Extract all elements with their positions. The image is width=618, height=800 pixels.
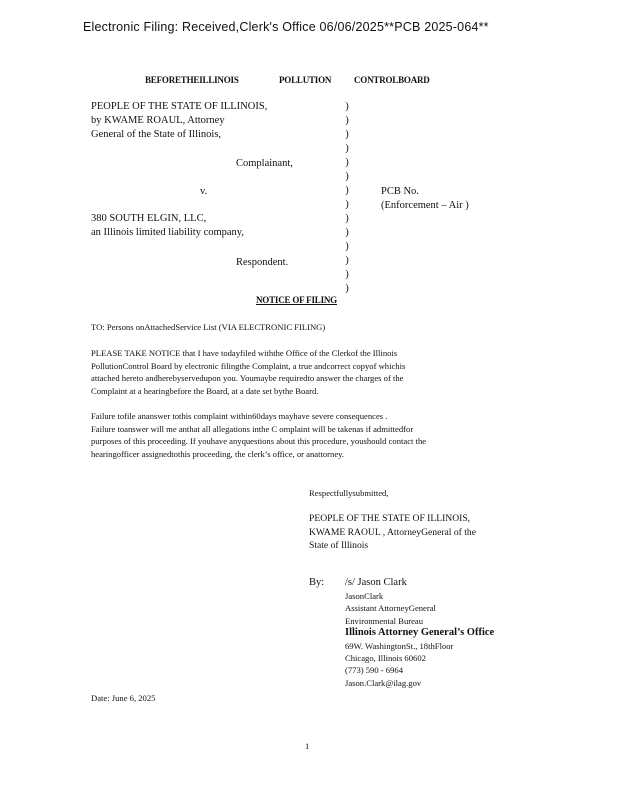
caption-line: an Illinois limited liability company, <box>91 227 245 238</box>
caption-line: 380 SOUTH ELGIN, LLC, <box>91 213 207 224</box>
party-line: State of Illinois <box>309 540 369 551</box>
date-line: Date: June 6, 2025 <box>91 693 156 703</box>
signer-bureau: Environmental Bureau <box>345 615 424 626</box>
closing: Respectfullysubmitted, <box>309 488 389 498</box>
caption-line: PEOPLE OF THE STATE OF ILLINOIS, <box>91 101 268 112</box>
office-email: Jason.Clark@ilag.gov <box>345 677 422 688</box>
office-street: 69W. WashingtonSt., 18thFloor <box>345 640 454 651</box>
paragraph-line: attached hereto andherebyservedupon you. Youmaybe requiredto answer the charges of the <box>91 373 404 384</box>
respondent-label: Respondent. <box>236 257 289 268</box>
caption-bracket-column: ) ) ) ) ) ) ) ) ) ) ) ) ) ) <box>345 101 349 294</box>
party-line: PEOPLE OF THE STATE OF ILLINOIS, <box>309 513 471 524</box>
paragraph-line: Failure tofile ananswer tothis complaint within60days mayhave severe consequences . <box>91 411 388 421</box>
signature-party <box>309 512 476 553</box>
paragraph-line: purposes of this proceeding. If youhave anyquestions about this procedure, youshould contact the <box>91 436 427 447</box>
board-title-part3: CONTROLBOARD <box>354 75 430 85</box>
paragraph-line: Complaint at a hearingbefore the Board, at a date set bythe Board. <box>91 385 319 396</box>
paragraph-line: PLEASE TAKE NOTICE that I have todayfiled withthe Office of the Clerkof the Illinois <box>91 348 398 358</box>
office-name: Illinois Attorney General’s Office <box>345 627 495 639</box>
paragraph-line: Failure toanswer will me anthat all allegations inthe C omplaint will be takenas if admittedfor <box>91 423 414 434</box>
complainant-label: Complainant, <box>236 158 293 169</box>
office-phone: (773) 590 - 6964 <box>345 665 403 676</box>
office-city: Chicago, Illinois 60602 <box>345 653 426 664</box>
signer-name: JasonClark <box>345 591 384 601</box>
filing-stamp: Electronic Filing: Received,Clerk's Office 06/06/2025**PCB 2025-064** <box>83 20 489 34</box>
enforcement-type: (Enforcement – Air ) <box>381 200 469 211</box>
versus-label: v. <box>200 186 208 197</box>
signer-details <box>345 590 494 689</box>
caption-complainant-party <box>91 100 267 142</box>
electronic-signature: /s/ Jason Clark <box>345 577 407 588</box>
board-title-part1: BEFORETHEILLINOIS <box>145 75 239 85</box>
board-title-part2: POLLUTION <box>279 75 332 85</box>
signer-title: Assistant AttorneyGeneral <box>345 603 436 614</box>
paragraph-line: PollutionControl Board by electronic filingthe Complaint, a true andcorrect copyof whichis <box>91 360 406 371</box>
notice-paragraph-1 <box>91 347 405 397</box>
paragraph-line: hearingofficer assignedtothis proceeding, the clerk’s office, or anattorney. <box>91 448 345 459</box>
notice-heading: NOTICE OF FILING <box>256 295 337 305</box>
party-line: KWAME RAOUL , AttorneyGeneral of the <box>309 526 476 538</box>
caption-line: by KWAME ROAUL, Attorney <box>91 115 225 126</box>
to-line: TO: Persons onAttachedService List (VIA ELECTRONIC FILING) <box>91 322 326 332</box>
notice-paragraph-2 <box>91 410 426 460</box>
by-label: By: <box>309 577 325 588</box>
page-number: 1 <box>305 741 310 751</box>
caption-respondent-party <box>91 212 244 240</box>
caption-line: General of the State of Illinois, <box>91 129 222 140</box>
pcb-number: PCB No. <box>381 186 419 197</box>
